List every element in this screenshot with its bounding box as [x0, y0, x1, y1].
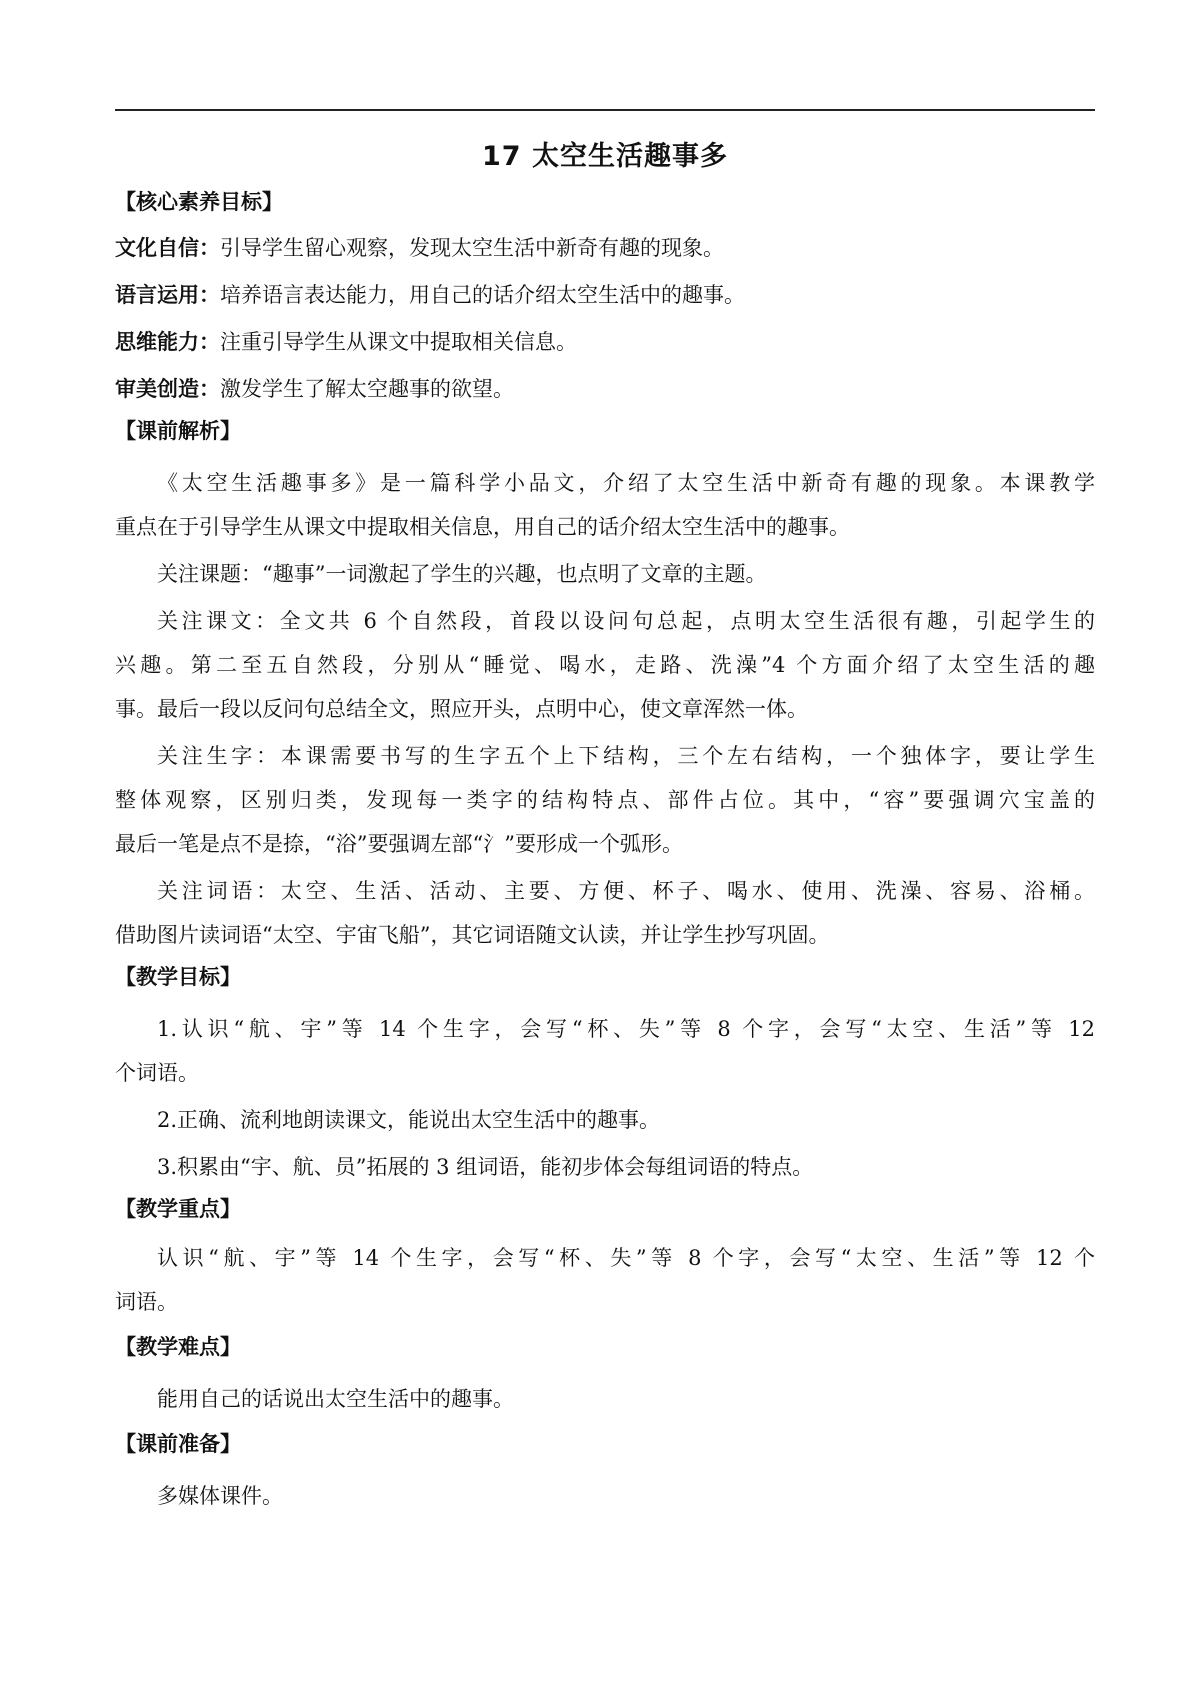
key-points-line: 认识“航、宇”等 14 个生字，会写“杯、失”等 8 个字，会写“太空、生活”等 12 个	[157, 1246, 1095, 1270]
core-goal-text: 培养语言表达能力，用自己的话介绍太空生活中的趣事。	[220, 283, 745, 307]
analysis-text-line: 事。最后一段以反问句总结全文，照应开头，点明中心，使文章浑然一体。	[115, 697, 808, 721]
core-goal-label: 思维能力：	[115, 330, 220, 354]
core-goal-text: 引导学生留心观察，发现太空生活中新奇有趣的现象。	[220, 236, 724, 260]
analysis-words-line: 借助图片读词语“太空、宇宙飞船”，其它词语随文认读，并让学生抄写巩固。	[115, 923, 830, 947]
analysis-text-line: 兴趣。第二至五自然段，分别从“睡觉、喝水，走路、洗澡”4 个方面介绍了太空生活的趣	[115, 653, 1095, 677]
section-heading-key-points: 【教学重点】	[115, 1197, 241, 1221]
core-goal-aesthetic	[115, 367, 1095, 411]
analysis-paragraph-line: 重点在于引导学生从课文中提取相关信息，用自己的话介绍太空生活中的趣事。	[115, 515, 850, 539]
analysis-topic-line: 关注课题：“趣事”一词激起了学生的兴趣，也点明了文章的主题。	[157, 562, 767, 586]
document-body	[115, 132, 1095, 1518]
section-heading-analysis: 【课前解析】	[115, 419, 241, 443]
core-goal-label: 语言运用：	[115, 283, 220, 307]
section-heading-difficulties: 【教学难点】	[115, 1335, 241, 1359]
teaching-goal-line: 1.认识“航、宇”等 14 个生字，会写“杯、失”等 8 个字，会写“太空、生活”等 12	[157, 1017, 1095, 1041]
core-goal-language	[115, 273, 1095, 317]
header-rule	[115, 109, 1095, 111]
teaching-goal-line: 3.积累由“宇、航、员”拓展的 3 组词语，能初步体会每组词语的特点。	[157, 1155, 814, 1179]
analysis-text-line: 关注课文：全文共 6 个自然段，首段以设问句总起，点明太空生活很有趣，引起学生的	[157, 609, 1095, 633]
section-heading-teaching-goals: 【教学目标】	[115, 965, 241, 989]
analysis-chars-line: 整体观察，区别归类，发现每一类字的结构特点、部件占位。其中，“容”要强调穴宝盖的	[115, 788, 1095, 812]
key-points-line: 词语。	[115, 1290, 178, 1314]
analysis-paragraph-line: 《太空生活趣事多》是一篇科学小品文，介绍了太空生活中新奇有趣的现象。本课教学	[157, 471, 1095, 495]
section-heading-core-goals: 【核心素养目标】	[115, 190, 283, 214]
core-goal-culture	[115, 226, 1095, 270]
teaching-goal-line: 个词语。	[115, 1061, 199, 1085]
core-goal-text: 注重引导学生从课文中提取相关信息。	[220, 330, 577, 354]
teaching-goal-line: 2.正确、流利地朗读课文，能说出太空生活中的趣事。	[157, 1108, 661, 1132]
difficulties-line: 能用自己的话说出太空生活中的趣事。	[157, 1387, 514, 1411]
analysis-words-line: 关注词语：太空、生活、活动、主要、方便、杯子、喝水、使用、洗澡、容易、浴桶。	[157, 879, 1095, 903]
page-title: 17 太空生活趣事多	[482, 141, 728, 172]
core-goal-text: 激发学生了解太空趣事的欲望。	[220, 377, 514, 401]
analysis-chars-line: 最后一笔是点不是捺，“浴”要强调左部“氵”要形成一个弧形。	[115, 832, 683, 856]
core-goal-label: 审美创造：	[115, 377, 220, 401]
preparation-line: 多媒体课件。	[157, 1484, 283, 1508]
section-heading-preparation: 【课前准备】	[115, 1432, 241, 1456]
core-goal-label: 文化自信：	[115, 236, 220, 260]
analysis-chars-line: 关注生字：本课需要书写的生字五个上下结构，三个左右结构，一个独体字，要让学生	[157, 744, 1095, 768]
core-goal-thinking	[115, 320, 1095, 364]
